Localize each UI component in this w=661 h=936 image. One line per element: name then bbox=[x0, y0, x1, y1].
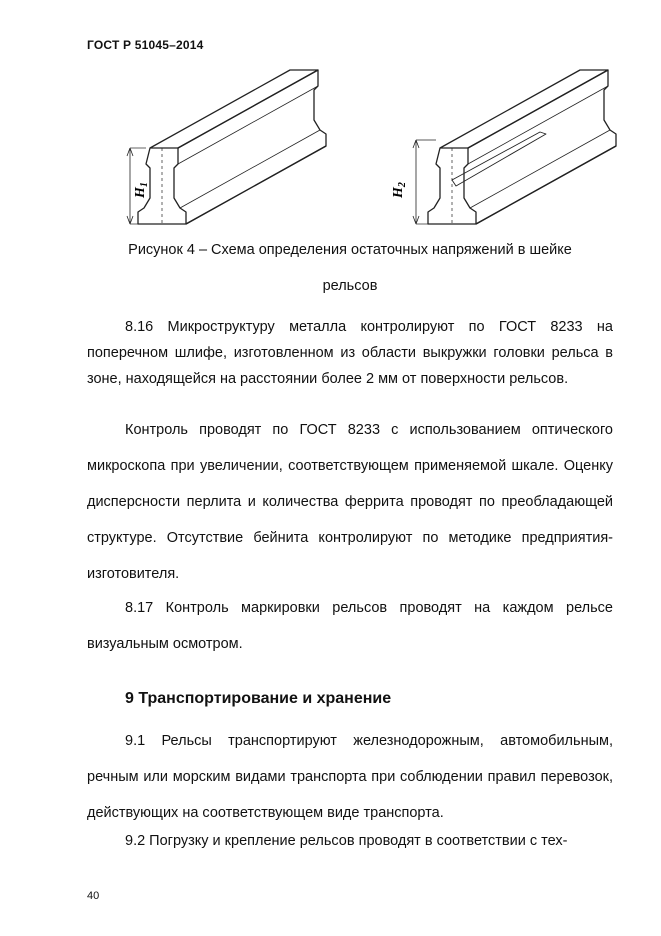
figure-caption-line1: Рисунок 4 – Схема определения остаточных напряжений в шейке bbox=[128, 242, 572, 258]
paragraph-8-17: 8.17 Контроль маркировки рельсов проводят на каждом рельсе визуальным осмотром. bbox=[87, 600, 613, 652]
paragraph-9-1: 9.1 Рельсы транспортируют железнодорожным, автомобильным, речным или морским видами транспорта при соблюдении правил перевозок, действующих на соответствующем виде транспорта. bbox=[87, 733, 613, 821]
rail-residual-stress-figure bbox=[120, 60, 620, 240]
h1-label: $H_1$ bbox=[133, 182, 150, 198]
paragraph-control: Контроль проводят по ГОСТ 8233 с использованием оптического микроскопа при увеличении, соответствующем применяемой шкале. Оценку дисперсности перлита и количества феррита проводят по преобладающей структуре. Отсутствие бейнита контролируют по методике предприятия-изготовителя. bbox=[87, 422, 613, 582]
rail-sample-1 bbox=[127, 70, 326, 224]
section-heading: 9 Транспортирование и хранение bbox=[125, 690, 392, 707]
page-number: 40 bbox=[87, 890, 100, 902]
h2-label: $H_2$ bbox=[391, 182, 408, 198]
document-header: ГОСТ Р 51045–2014 bbox=[87, 38, 204, 52]
rail-sample-2 bbox=[413, 70, 616, 224]
figure-caption-line2: рельсов bbox=[322, 278, 378, 294]
paragraph-8-16: 8.16 Микроструктуру металла контролируют по ГОСТ 8233 на поперечном шлифе, изготовленном из области выкружки головки рельса в зоне, находящейся на расстоянии более 2 мм от поверхности рельсов. bbox=[87, 319, 613, 387]
paragraph-9-2: 9.2 Погрузку и крепление рельсов проводят в соответствии с тех- bbox=[125, 833, 568, 849]
